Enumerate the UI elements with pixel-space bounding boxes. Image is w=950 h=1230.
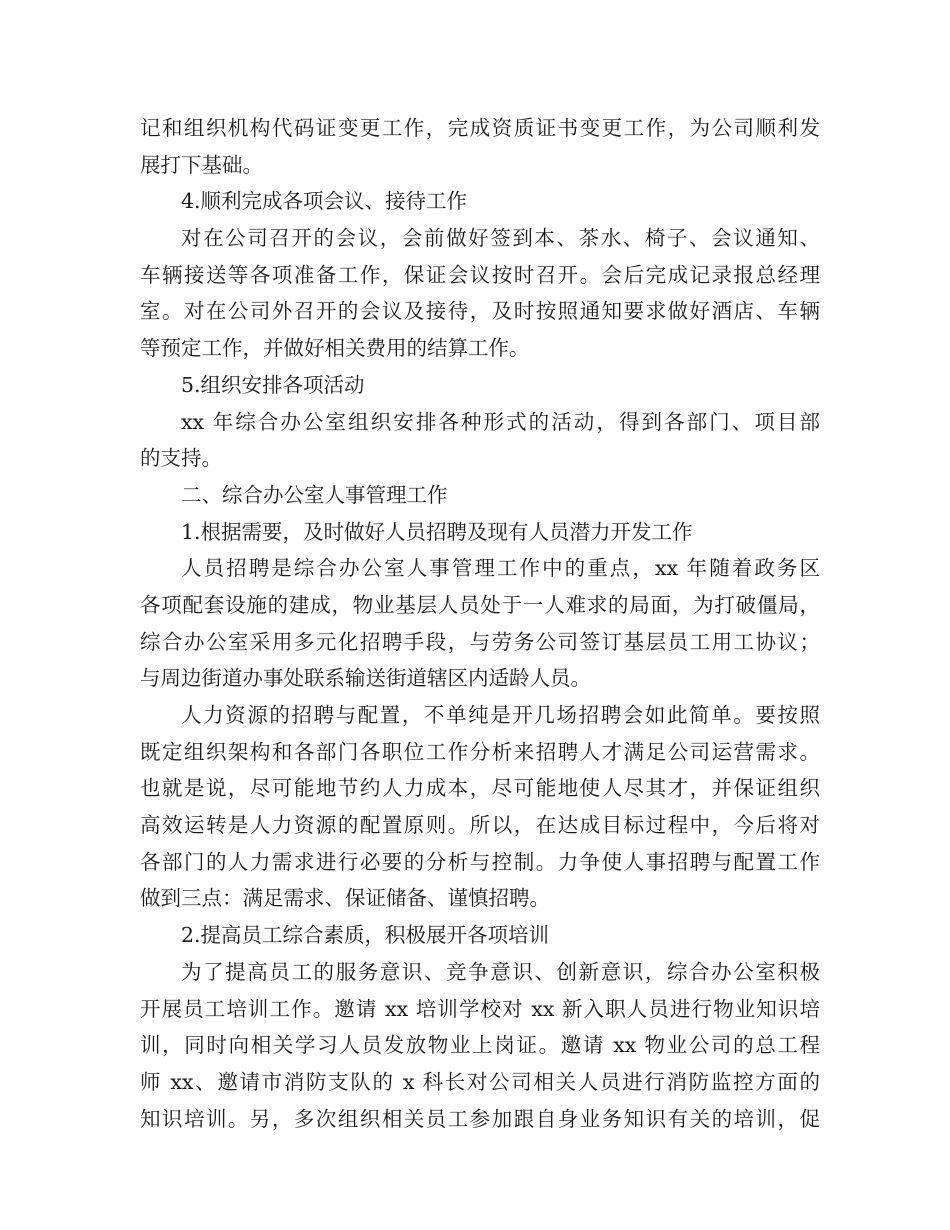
text-line: 人员招聘是综合办公室人事管理工作中的重点，xx 年随着政务区: [181, 556, 820, 581]
text-line: 与周边街道办事处联系输送街道辖区内适龄人员。: [140, 666, 591, 691]
text-line: 等预定工作，并做好相关费用的结算工作。: [140, 336, 530, 361]
text-line: 师 xx、邀请市消防支队的 x 科长对公司相关人员进行消防监控方面的: [140, 1069, 820, 1094]
text-line: 综合办公室采用多元化招聘手段，与劳务公司签订基层员工用工协议；: [140, 629, 820, 654]
text-line: xx 年综合办公室组织安排各种形式的活动，得到各部门、项目部: [181, 409, 820, 434]
text-line: 的支持。: [140, 446, 222, 471]
body-text: [140, 110, 820, 1137]
text-line: 高效运转是人力资源的配置原则。所以，在达成目标过程中，今后将对: [140, 813, 820, 838]
text-line: 5.组织安排各项活动: [181, 372, 365, 397]
text-line: 室。对在公司外召开的会议及接待，及时按照通知要求做好酒店、车辆: [140, 299, 820, 324]
text-line: 4.顺利完成各项会议、接待工作: [181, 189, 468, 214]
text-line: 各项配套设施的建成，物业基层人员处于一人难求的局面，为打破僵局，: [140, 592, 820, 617]
text-line: 1.根据需要，及时做好人员招聘及现有人员潜力开发工作: [181, 519, 693, 544]
text-line: 训，同时向相关学习人员发放物业上岗证。邀请 xx 物业公司的总工程: [140, 1033, 820, 1058]
text-line: 既定组织架构和各部门各职位工作分析来招聘人才满足公司运营需求。: [140, 739, 820, 764]
text-line: 各部门的人力需求进行必要的分析与控制。力争使人事招聘与配置工作: [140, 849, 820, 874]
text-line: 对在公司召开的会议，会前做好签到本、茶水、椅子、会议通知、: [181, 226, 820, 251]
text-line: 车辆接送等各项准备工作，保证会议按时召开。会后完成记录报总经理: [140, 262, 820, 287]
text-line: 也就是说，尽可能地节约人力成本，尽可能地使人尽其才，并保证组织: [140, 776, 820, 801]
text-line: 做到三点：满足需求、保证储备、谨慎招聘。: [140, 886, 550, 911]
text-line: 为了提高员工的服务意识、竞争意识、创新意识，综合办公室积极: [181, 959, 820, 984]
text-line: 开展员工培训工作。邀请 xx 培训学校对 xx 新入职人员进行物业知识培: [140, 996, 820, 1021]
text-line: 二、综合办公室人事管理工作: [181, 482, 448, 507]
text-line: 知识培训。另，多次组织相关员工参加跟自身业务知识有关的培训，促: [140, 1106, 820, 1131]
text-line: 记和组织机构代码证变更工作，完成资质证书变更工作，为公司顺利发: [140, 116, 820, 140]
text-line: 人力资源的招聘与配置，不单纯是开几场招聘会如此简单。要按照: [181, 703, 820, 727]
text-line: 2.提高员工综合素质，积极展开各项培训: [181, 923, 550, 948]
text-line: 展打下基础。: [140, 152, 263, 177]
